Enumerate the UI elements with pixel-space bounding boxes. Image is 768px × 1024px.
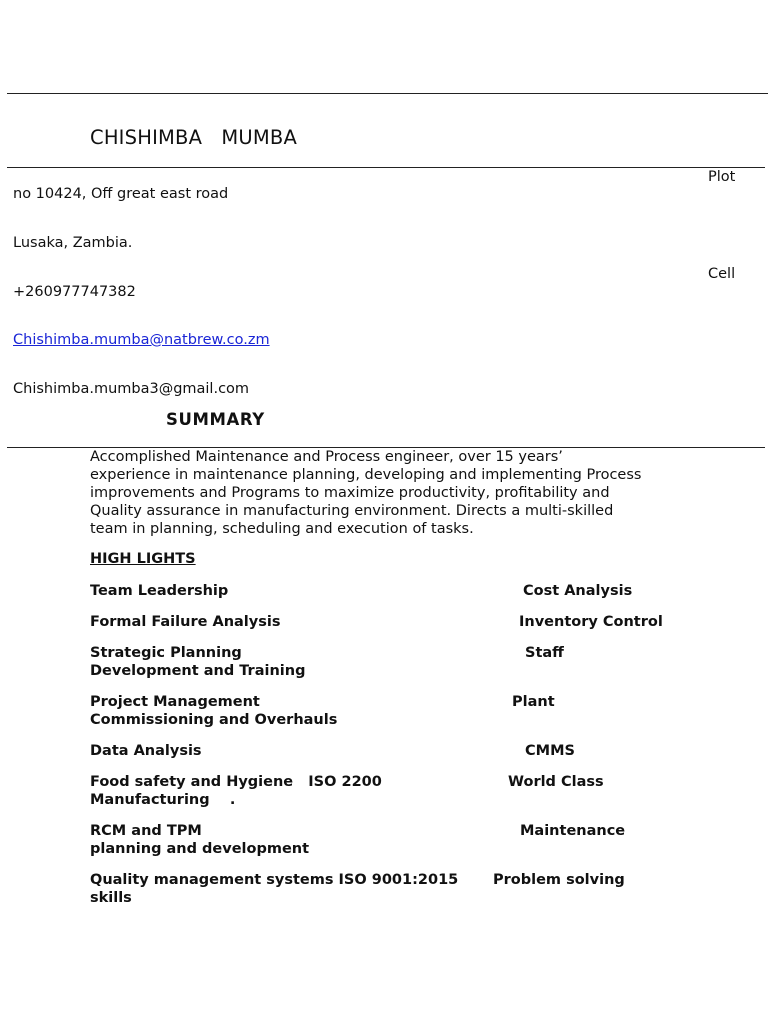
address-line: no 10424, Off great east road xyxy=(13,186,229,202)
highlight-right: Plant xyxy=(512,694,555,710)
highlight-right: Inventory Control xyxy=(519,614,663,630)
summary-line: Quality assurance in manufacturing environment. Directs a multi-skilled xyxy=(90,503,614,519)
highlight-left: RCM and TPM xyxy=(90,823,202,839)
highlight-right: Staff xyxy=(525,645,564,661)
personal-email: Chishimba.mumba3@gmail.com xyxy=(13,381,250,397)
summary-line: improvements and Programs to maximize productivity, profitability and xyxy=(90,485,610,501)
highlight-left: Food safety and Hygiene ISO 2200 xyxy=(90,774,382,790)
summary-paragraph xyxy=(90,448,690,538)
summary-line: experience in maintenance planning, developing and implementing Process xyxy=(90,467,642,483)
highlight-right: Maintenance xyxy=(520,823,626,839)
phone-number: +260977747382 xyxy=(13,284,136,300)
highlight-continuation: skills xyxy=(90,890,132,906)
highlight-left: Project Management xyxy=(90,694,260,710)
summary-line: Accomplished Maintenance and Process engineer, over 15 years’ xyxy=(90,449,563,465)
highlight-left: Team Leadership xyxy=(90,583,229,599)
highlight-left: Quality management systems ISO 9001:2015 xyxy=(90,872,459,888)
work-email-link[interactable]: Chishimba.mumba@natbrew.co.zm xyxy=(13,332,270,348)
highlight-left: Strategic Planning xyxy=(90,645,242,661)
summary-heading: SUMMARY xyxy=(166,410,265,429)
highlight-left: Formal Failure Analysis xyxy=(90,614,281,630)
highlight-left: Data Analysis xyxy=(90,743,202,759)
city-line: Lusaka, Zambia. xyxy=(13,235,133,251)
plot-label: Plot xyxy=(708,169,736,185)
summary-line: team in planning, scheduling and execution of tasks. xyxy=(90,521,474,537)
highlight-right: World Class xyxy=(508,774,604,790)
highlight-continuation: planning and development xyxy=(90,841,310,857)
candidate-name: CHISHIMBA MUMBA xyxy=(90,126,297,149)
name-rule xyxy=(7,167,765,168)
top-rule xyxy=(7,93,768,94)
highlight-right: Problem solving xyxy=(493,872,625,888)
highlight-right: Cost Analysis xyxy=(523,583,633,599)
highlights-title: HIGH LIGHTS xyxy=(90,551,196,567)
highlight-continuation: Commissioning and Overhauls xyxy=(90,712,338,728)
cell-label: Cell xyxy=(708,266,736,282)
highlight-right: CMMS xyxy=(525,743,575,759)
highlight-continuation: Development and Training xyxy=(90,663,306,679)
highlight-continuation: Manufacturing . xyxy=(90,792,236,808)
